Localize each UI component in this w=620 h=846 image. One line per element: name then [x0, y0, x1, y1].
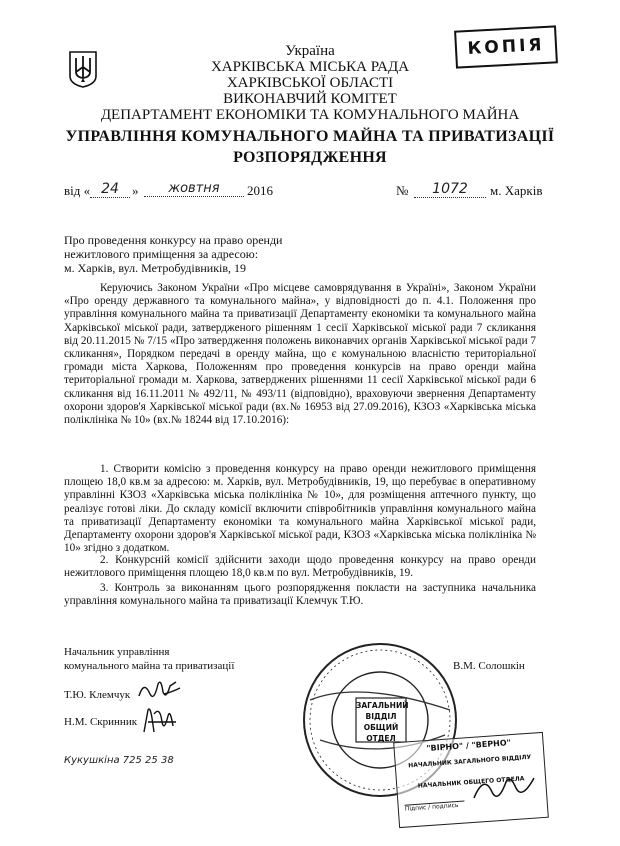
signatory-role-line: Начальник управління: [64, 646, 170, 658]
signatory-role-line: комунального майна та приватизації: [64, 660, 235, 672]
order-item-text: 3. Контроль за виконанням цього розпорядження покласти на заступника начальника управління комунального майна та приватизації Клемчук Т.Ю.: [64, 582, 536, 608]
seal-center-text: [356, 700, 409, 744]
date-prefix: від «: [64, 183, 91, 198]
order-item: [64, 463, 536, 555]
handwritten-signature-icon: [470, 768, 540, 808]
document-type-title: РОЗПОРЯДЖЕННЯ: [233, 149, 387, 166]
seal-center-line: ОБЩИЙ ОТДЕЛ: [363, 723, 399, 743]
copy-stamp: [454, 25, 558, 68]
header-committee: ВИКОНАВЧИЙ КОМІТЕТ: [223, 91, 397, 107]
subject-block: [64, 233, 364, 275]
date-year: 2016: [247, 183, 273, 198]
seal-center-line: ЗАГАЛЬНИЙ: [356, 701, 409, 710]
header-region: ХАРКІВСЬКОЇ ОБЛАСТІ: [226, 75, 394, 91]
header-country: Україна: [285, 43, 335, 59]
copy-stamp-text: КОПІЯ: [467, 34, 545, 60]
handwritten-signature-icon: [136, 676, 182, 706]
document-number: 1072: [414, 181, 486, 198]
executor-note: Кукушкіна 725 25 38: [64, 755, 174, 766]
order-item: [64, 582, 536, 608]
true-copy-stamp-line: "ВІРНО" / "ВЕРНО": [426, 738, 512, 754]
approver-name: Т.Ю. Клемчук: [64, 689, 131, 701]
true-copy-stamp-line: НАЧАЛЬНИК ОБЩЕГО ОТДЕЛА: [417, 775, 525, 790]
header-department: ДЕПАРТАМЕНТ ЕКОНОМІКИ ТА КОМУНАЛЬНОГО МАЙНА: [100, 107, 520, 123]
preamble-text: Керуючись Законом України «Про місцеве самоврядування в Україні», Законом України «Про оренду державного та комунального майна», у відповідності до п. 4.1. Положення про управління комунального майна та приватизації Департаменту економіки та комунального майна Харківської міської ради, затвердженого рішенням 1 сесії Харківської міської ради 7 скликання від 20.11.2015 № 7/15 «Про затвердження положень виконавчих органів Харківської міської ради 7 скликання», Порядком передачі в оренду майна, що є комунальною власністю територіальної громади міста Харкова, Положенням про проведення конкурсів на право оренди майна територіальної громади м. Харкова, затверджених рішеннями 11 сесії Харківської міської ради 6 скликання від 16.11.2011 № 492/11, № 493/11 (відповідно), враховуючи звернення Департаменту охорони здоров'я Харківської міської ради (вх.№ 16953 від 27.09.2016), КЗОЗ «Харківська міська поліклініка № 10» (вх.№ 18244 від 17.10.2016):: [64, 282, 536, 427]
preamble-paragraph: [64, 282, 536, 427]
true-copy-stamp-line: Підпис / подпись: [405, 801, 465, 813]
header-office: УПРАВЛІННЯ КОМУНАЛЬНОГО МАЙНА ТА ПРИВАТИЗАЦІЇ: [65, 128, 555, 145]
approver-name: Н.М. Скринник: [64, 716, 138, 728]
city: м. Харків: [490, 183, 543, 198]
order-item-text: 1. Створити комісію з проведення конкурсу на право оренди нежитлового приміщення площею 18,0 кв.м за адресою: м. Харків, вул. Метробудівників, 19, що перебуває в оперативному управлінні КЗОЗ «Харківська міська поліклініка № 10», для розміщення аптечного пункту, що реалізує готові ліки. До складу комісії включити співробітників управління комунального майна та приватизації Департаменту економіки та комунального майна Харківської міської ради, Департаменту охорони здоров'я Харківської міської ради, КЗОЗ «Харківська міська поліклініка № 10» згідно з додатком.: [64, 463, 536, 555]
true-copy-stamp-line: НАЧАЛЬНИК ЗАГАЛЬНОГО ВІДДІЛУ: [408, 753, 532, 770]
date-number-line: [64, 183, 554, 203]
date-day: 24: [90, 181, 130, 198]
number-sign: №: [396, 183, 409, 198]
subject-line: м. Харків, вул. Метробудівників, 19: [64, 261, 247, 275]
header-council: ХАРКІВСЬКА МІСЬКА РАДА: [210, 59, 410, 75]
order-item: [64, 554, 536, 580]
handwritten-signature-icon: [140, 704, 180, 736]
date-month: жовтня: [144, 181, 244, 197]
seal-center-line: ВІДДІЛ: [365, 712, 397, 721]
subject-line: Про проведення конкурсу на право оренди: [64, 233, 283, 247]
signatory-name: В.М. Солошкін: [453, 660, 525, 672]
date-mid: »: [132, 183, 139, 198]
subject-line: нежитлового приміщення за адресою:: [64, 247, 259, 261]
order-item-text: 2. Конкурсній комісії здійснити заходи щодо проведення конкурсу на право оренди нежитлового приміщення площею 18,0 кв.м по вул. Метробудівників, 19.: [64, 554, 536, 580]
